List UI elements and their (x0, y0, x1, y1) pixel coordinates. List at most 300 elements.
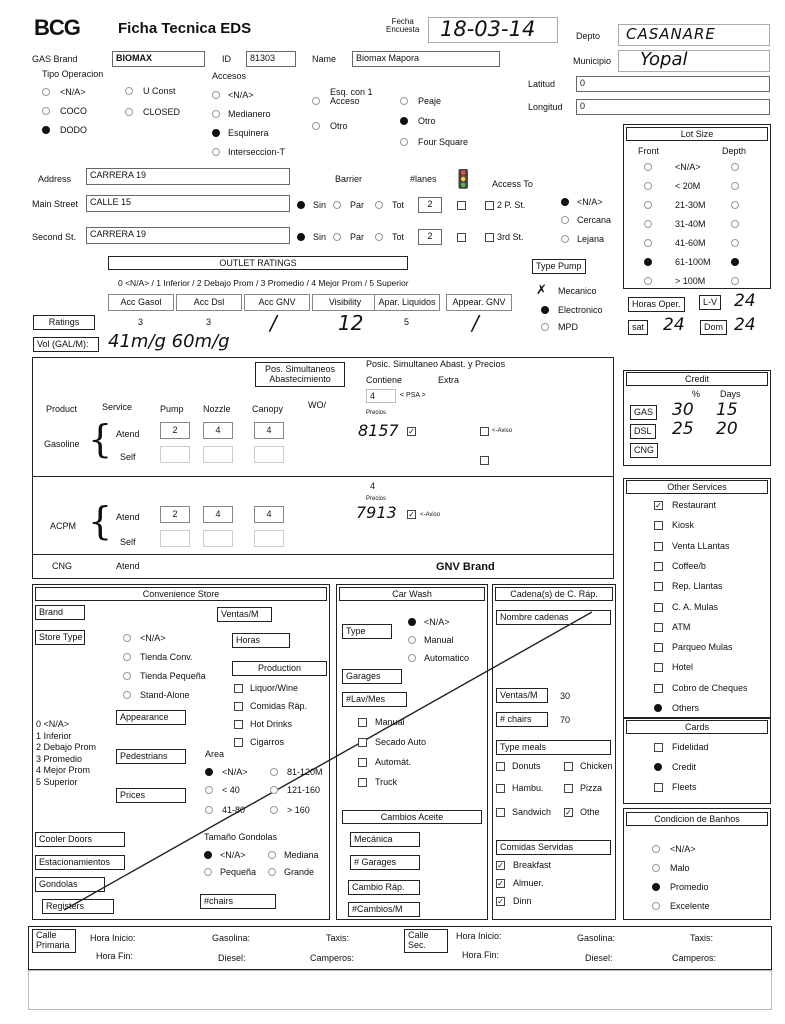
radio-second-sin[interactable] (297, 233, 305, 241)
radio-lot-depth[interactable] (731, 239, 739, 247)
longitud-field[interactable]: 0 (576, 99, 770, 115)
carwash-item-label: Secado Auto (375, 737, 427, 747)
lav-label: #Lav/Mes (342, 692, 407, 707)
area-label: Area (205, 749, 225, 759)
ngarages-label: # Garages (350, 855, 420, 870)
appearance-label: Appearance (116, 710, 186, 725)
other-services-title: Other Services (626, 480, 768, 494)
radio-lot-depth[interactable] (731, 277, 739, 285)
credit-pct-value: 25 (672, 419, 694, 439)
meal-check[interactable] (496, 784, 505, 793)
second-st-field[interactable]: CARRERA 19 (86, 227, 290, 244)
id-label: ID (222, 54, 231, 64)
comidas-label: Breakfast (513, 860, 552, 870)
outlet-legend: 0 <N/A> / 1 Inferior / 2 Debajo Prom / 3 Promedio / 4 Mejor Prom / 5 Superior (118, 278, 409, 288)
comidas-check[interactable]: ✓ (497, 879, 504, 888)
outlet-rating-value: / (472, 311, 479, 335)
acpm-price: 7913 (356, 503, 397, 522)
second-st-label: Second St. (32, 232, 77, 242)
service-label: Rep. Llantas (672, 581, 723, 592)
ratings-label: Ratings (33, 315, 95, 330)
credit-kind: GAS (630, 405, 657, 420)
meal-label: Donuts (512, 761, 541, 771)
radio-lot-depth[interactable] (731, 220, 739, 228)
diesel-2: Diesel: (585, 953, 613, 963)
scale-label: 1 Inferior (36, 730, 72, 741)
cambio-rap-label: Cambio Ráp. (348, 880, 420, 895)
depto-value: CASANARE (626, 25, 716, 43)
meal-check[interactable]: ✓ (565, 808, 572, 817)
lot-size-option: < 20M (675, 181, 701, 191)
store-chairs-label: #chairs (200, 894, 276, 909)
banos-label: Malo (670, 863, 690, 873)
tam-label: Grande (284, 867, 315, 877)
carwash-item-check[interactable] (358, 738, 367, 747)
acpm-label: ACPM (50, 521, 77, 531)
type-pump-title: Type Pump (532, 259, 586, 274)
area-radio[interactable] (270, 786, 278, 794)
service-radio[interactable] (654, 704, 662, 712)
vol-label: Vol (GAL/M): (33, 337, 99, 352)
acceso-medianero-label: Medianero (228, 109, 271, 119)
area-label: < 40 (222, 785, 240, 795)
gas-price-check[interactable]: ✓ (408, 427, 415, 436)
main-street-label: Main Street (32, 199, 79, 209)
production-check[interactable] (234, 720, 243, 729)
main-lanes-field[interactable]: 2 (418, 197, 442, 213)
acpm-self-label: Self (120, 537, 136, 547)
calle-primaria-label: Calle Primaria (32, 929, 76, 953)
hdr-product: Product (46, 404, 78, 414)
taxis-2: Taxis: (690, 933, 714, 943)
credit-days: Days (720, 389, 741, 399)
hora-inicio-2: Hora Inicio: (456, 931, 502, 941)
production-check[interactable] (234, 738, 243, 747)
service-label: Others (672, 703, 700, 713)
horas-oper-label: Horas Oper. (628, 297, 685, 312)
gas-atend-label: Atend (116, 429, 140, 439)
gasoline-label: Gasoline (44, 439, 80, 449)
store-type-label: Tienda Pequeña (140, 671, 206, 681)
acceso-esquinera-label: Esquinera (228, 128, 269, 138)
prices-label: Prices (116, 788, 186, 803)
carwash-type-label: <N/A> (424, 617, 450, 627)
tam-radio[interactable] (204, 868, 212, 876)
barrier-label: Barrier (335, 174, 363, 184)
acpm-price-check[interactable]: ✓ (408, 510, 415, 519)
meal-label: Sandwich (512, 807, 552, 817)
form-title: Ficha Tecnica EDS (118, 20, 252, 37)
mecanica-label: Mecánica (350, 832, 420, 847)
acceso-peaje-label: Peaje (418, 96, 442, 106)
acpm-atend-label: Atend (116, 512, 140, 522)
access-cercana-label: Cercana (577, 215, 612, 225)
area-radio[interactable] (205, 768, 213, 776)
production-check[interactable] (234, 702, 243, 711)
radio-lot-depth[interactable] (731, 201, 739, 209)
tipo-operacion-title: Tipo Operacion (42, 69, 104, 79)
main-street-field[interactable]: CALLE 15 (86, 195, 290, 212)
scale-label: 3 Promedio (36, 753, 83, 764)
comidas-label: Dinn (513, 896, 532, 906)
lv-label: L-V (699, 295, 721, 310)
tam-gondolas-label: Tamaño Gondolas (204, 832, 278, 842)
cad-chairs-label: # chairs (496, 712, 548, 727)
outlet-rating-value: 3 (206, 317, 212, 327)
radio-lot-front[interactable] (644, 239, 652, 247)
acpm-self-cell[interactable] (203, 530, 233, 547)
cadenas-title: Cadena(s) de C. Ráp. (495, 587, 613, 601)
cng-label: CNG (52, 561, 72, 571)
main-check-b[interactable] (485, 201, 494, 210)
pump-mecanico-mark: ✗ (536, 282, 547, 297)
radio-lot-depth[interactable] (731, 258, 739, 266)
service-check[interactable] (654, 643, 663, 652)
outlet-col-header: Visibility (312, 294, 378, 311)
cooler-label: Cooler Doors (35, 832, 125, 847)
type-meals-label: Type meals (496, 740, 611, 755)
outlet-col-header: Acc Dsl (176, 294, 242, 311)
outlet-col-header: Acc GNV (244, 294, 310, 311)
service-label: Cobro de Cheques (672, 682, 748, 693)
access-to-label: Access To (492, 179, 533, 189)
gas-brand-label: GAS Brand (32, 54, 78, 64)
service-label: Hotel (672, 662, 694, 673)
cng-atend-label: Atend (116, 561, 140, 571)
notes-area[interactable] (28, 970, 772, 1010)
carwash-type-label: Automatico (424, 653, 470, 663)
dom-value: 24 (734, 315, 756, 335)
registers-label: Registers (42, 899, 114, 914)
service-label: Kiosk (672, 520, 695, 531)
production-title: Production (232, 661, 327, 676)
gnv-brand-label: GNV Brand (436, 561, 495, 573)
tam-label: Mediana (284, 850, 319, 860)
carwash-type-radio[interactable] (408, 618, 416, 626)
cad-ventas-value: 30 (560, 691, 571, 701)
second-check-b[interactable] (485, 233, 494, 242)
acceso-intersec-label: Interseccion-T (228, 147, 286, 157)
radio-lot-depth[interactable] (731, 182, 739, 190)
banos-title: Condicion de Banhos (626, 812, 768, 826)
area-radio[interactable] (205, 786, 213, 794)
credit-days-value: 15 (716, 400, 738, 420)
hora-fin-2: Hora Fin: (462, 950, 500, 960)
area-label: <N/A> (222, 767, 248, 777)
radio-second-tot[interactable] (375, 233, 383, 241)
acceso-otro1-label: Otro (330, 121, 348, 131)
lot-size-title: Lot Size (626, 127, 768, 141)
gas-self-cell[interactable] (203, 446, 233, 463)
banos-label: Excelente (670, 901, 710, 911)
radio-lot-front[interactable] (644, 201, 652, 209)
acpm-atend-cell[interactable]: 4 (254, 506, 284, 523)
service-check[interactable] (654, 582, 663, 591)
service-check[interactable] (654, 521, 663, 530)
carwash-item-check[interactable] (358, 758, 367, 767)
hdr-canopy: Canopy (252, 404, 284, 414)
service-check[interactable]: ✓ (655, 501, 662, 510)
ncambios-label: #Cambios/M (348, 902, 420, 917)
service-label: Coffee/b (672, 560, 706, 571)
contiene-label: Contiene (366, 375, 403, 385)
banos-radio[interactable] (652, 845, 660, 853)
scale-label: 2 Debajo Prom (36, 742, 97, 752)
acceso-otro2-label: Otro (418, 116, 436, 126)
posic-header: Posic. Simultaneo Abast. y Precios (366, 359, 506, 369)
service-check[interactable] (654, 603, 663, 612)
fecha-label: Fecha Encuesta (386, 17, 420, 34)
gas-atend-cell[interactable]: 4 (203, 422, 233, 439)
carwash-type-label: Type (342, 624, 392, 639)
pos-simultaneos-label: Pos. Simultaneos Abastecimiento (255, 362, 345, 387)
radio-main-sin[interactable] (297, 201, 305, 209)
service-check[interactable] (654, 562, 663, 571)
carwash-type-radio[interactable] (408, 654, 416, 662)
id-field[interactable]: 81303 (246, 51, 296, 67)
garages-label: Garages (342, 669, 402, 684)
credit-kind: CNG (630, 443, 658, 458)
acpm-atend-cell[interactable]: 4 (203, 506, 233, 523)
tipo-uconst-label: U Const (143, 86, 176, 96)
radio-lot-front[interactable] (644, 277, 652, 285)
gas-self-cell[interactable] (160, 446, 190, 463)
pump-electronico-label: Electronico (558, 305, 603, 315)
camperos-2: Camperos: (672, 953, 717, 963)
store-type-radio[interactable] (123, 672, 131, 680)
carwash-item-label: Truck (375, 777, 398, 787)
pump-mecanico-label: Mecanico (558, 286, 597, 296)
service-label: Venta LLantas (672, 540, 730, 551)
gas-psa: < PSA > (400, 392, 426, 399)
tam-label: Pequeña (220, 867, 257, 877)
cad-chairs-value: 70 (560, 715, 571, 725)
store-brand-label: Brand (35, 605, 85, 620)
gas-precios-label: Precios (366, 410, 387, 416)
area-radio[interactable] (270, 768, 278, 776)
acpm-atend-cell[interactable]: 2 (160, 506, 190, 523)
service-label: ATM (672, 621, 691, 632)
card-check[interactable] (654, 783, 663, 792)
meal-label: Chicken (580, 761, 613, 771)
area-label: > 160 (287, 805, 310, 815)
acceso-na-label: <N/A> (228, 90, 254, 100)
production-label: Cigarros (250, 737, 285, 747)
calle-sec-label: Calle Sec. (404, 929, 448, 953)
front-label: Front (638, 146, 660, 156)
banos-radio[interactable] (652, 883, 660, 891)
scale-label: 0 <N/A> (36, 719, 70, 729)
lot-size-option: > 100M (675, 276, 706, 286)
credit-title: Credit (626, 372, 768, 386)
radio-main-tot[interactable] (375, 201, 383, 209)
service-label: C. A. Mulas (672, 601, 719, 612)
sin-label: Sin (313, 200, 327, 210)
area-label: 41-80 (222, 805, 246, 815)
radio-lot-front[interactable] (644, 220, 652, 228)
area-label: 81-120M (287, 767, 323, 777)
card-check[interactable] (654, 743, 663, 752)
banos-label: Promedio (670, 882, 709, 892)
estac-label: Estacionamientos (35, 855, 125, 870)
gas-atend-cell[interactable]: 4 (254, 422, 284, 439)
lot-size-option: 21-30M (675, 200, 706, 210)
outlet-col-header: Appear. GNV (446, 294, 512, 311)
fecha-value: 18-03-14 (440, 17, 536, 41)
sat-value: 24 (663, 315, 685, 335)
area-radio[interactable] (205, 806, 213, 814)
acpm-self-cell[interactable] (254, 530, 284, 547)
store-type-radio[interactable] (123, 634, 131, 642)
gas-aviso-label: <-Aviso (492, 428, 513, 434)
radio-lot-depth[interactable] (731, 163, 739, 171)
tot-label: Tot (392, 232, 405, 242)
sin-label: Sin (313, 232, 327, 242)
store-type-label: <N/A> (140, 633, 166, 643)
store-type-radio[interactable] (123, 691, 131, 699)
radio-second-par[interactable] (333, 233, 341, 241)
meal-label: Pizza (580, 783, 603, 793)
carwash-type-label: Manual (424, 635, 454, 645)
card-label: Credit (672, 762, 697, 772)
cad-ventas-label: Ventas/M (496, 688, 548, 703)
carwash-item-check[interactable] (358, 778, 367, 787)
acceso-esq1-label: Esq. con 1 Acceso (330, 87, 373, 106)
store-type-radio[interactable] (123, 653, 131, 661)
area-label: 121-160 (287, 785, 321, 795)
hdr-service: Service (102, 402, 133, 412)
tam-radio[interactable] (204, 851, 212, 859)
comidas-label: Comidas Servidas (496, 840, 611, 855)
tam-label: <N/A> (220, 850, 246, 860)
credit-days-value: 20 (716, 419, 738, 439)
tipo-coco-label: COCO (60, 106, 87, 116)
gas-atend-cell[interactable]: 2 (160, 422, 190, 439)
acceso-foursq-label: Four Square (418, 137, 469, 147)
tipo-dodo-label: DODO (60, 125, 87, 135)
hdr-nozzle: Nozzle (203, 404, 231, 414)
meal-check[interactable] (496, 808, 505, 817)
banos-radio[interactable] (652, 902, 660, 910)
radio-lot-front[interactable] (644, 258, 652, 266)
service-check[interactable] (654, 542, 663, 551)
vol-value: 41m/g 60m/g (108, 331, 230, 352)
credit-kind: DSL (630, 424, 656, 439)
hdr-pump: Pump (160, 404, 184, 414)
extra-label: Extra (438, 375, 460, 385)
cambios-aceite-title: Cambios Aceite (342, 810, 482, 824)
carwash-item-check[interactable] (358, 718, 367, 727)
pedestrians-label: Pedestrians (116, 749, 186, 764)
tam-radio[interactable] (268, 868, 276, 876)
radio-main-par[interactable] (333, 201, 341, 209)
main-check-a[interactable] (457, 201, 466, 210)
second-lanes-field[interactable]: 2 (418, 229, 442, 245)
latitud-label: Latitud (528, 79, 556, 89)
card-radio[interactable] (654, 763, 662, 771)
outlet-rating-value: 3 (138, 317, 144, 327)
address-field[interactable]: CARRERA 19 (86, 168, 290, 185)
municipio-label: Municipio (573, 56, 612, 66)
access-lejana-label: Lejana (577, 234, 605, 244)
radio-lot-front[interactable] (644, 182, 652, 190)
production-label: Liquor/Wine (250, 683, 299, 693)
meal-check[interactable] (496, 762, 505, 771)
credit-pct: % (692, 389, 701, 399)
latitud-field[interactable]: 0 (576, 76, 770, 92)
scale-label: 5 Superior (36, 776, 78, 787)
lot-size-option: <N/A> (675, 162, 701, 172)
carwash-type-radio[interactable] (408, 636, 416, 644)
tam-radio[interactable] (268, 851, 276, 859)
card-label: Fleets (672, 782, 697, 792)
meal-check[interactable] (564, 762, 573, 771)
comidas-check[interactable]: ✓ (497, 861, 504, 870)
dom-label: Dom (700, 320, 727, 335)
gasoline-brace: { (88, 417, 113, 461)
lot-size-option: 31-40M (675, 219, 706, 229)
gas-self-label: Self (120, 452, 136, 462)
banos-radio[interactable] (652, 864, 660, 872)
acpm-contiene: 4 (370, 481, 376, 491)
area-radio[interactable] (270, 806, 278, 814)
gas-self-cell[interactable] (254, 446, 284, 463)
production-check[interactable] (234, 684, 243, 693)
store-horas-label: Horas (232, 633, 290, 648)
address-label: Address (38, 174, 72, 184)
municipio-value: Yopal (640, 49, 688, 70)
depth-label: Depth (722, 146, 747, 156)
tot-label: Tot (392, 200, 405, 210)
lot-size-option: 61-100M (675, 257, 711, 267)
service-label: Restaurant (672, 500, 717, 510)
service-check[interactable] (654, 663, 663, 672)
store-type-label: Stand-Alone (140, 690, 190, 700)
production-label: Comidas Ráp. (250, 701, 308, 711)
service-check[interactable] (654, 623, 663, 632)
second-check-a[interactable] (457, 233, 466, 242)
footer-panel (28, 926, 772, 970)
acpm-precios-label: Precios (366, 496, 387, 502)
lot-size-option: 41-60M (675, 238, 706, 248)
radio-lot-front[interactable] (644, 163, 652, 171)
store-ventas-label: Ventas/M (217, 607, 272, 622)
gas-brand-field[interactable]: BIOMAX (112, 51, 205, 67)
acpm-self-cell[interactable] (160, 530, 190, 547)
pump-mpd-label: MPD (558, 322, 578, 332)
outlet-rating-value: / (270, 311, 277, 335)
name-field[interactable]: Biomax Mapora (352, 51, 500, 67)
service-check[interactable] (654, 684, 663, 693)
comidas-check[interactable]: ✓ (497, 897, 504, 906)
store-title: Convenience Store (35, 587, 327, 601)
nombre-cadenas-label: Nombre cadenas (496, 610, 611, 625)
meal-check[interactable] (564, 784, 573, 793)
name-label: Name (312, 54, 337, 64)
carwash-item-label: Manual (375, 717, 405, 727)
meal-label: Hambu. (512, 783, 544, 793)
production-label: Hot Drinks (250, 719, 293, 729)
gasolina-2: Gasolina: (577, 933, 616, 943)
gas-contiene-field[interactable]: 4 (366, 389, 396, 403)
outlet-ratings-title: OUTLET RATINGS (108, 256, 408, 270)
meal-label: Othe (580, 807, 600, 817)
hora-inicio-1: Hora Inicio: (90, 933, 136, 943)
tipo-closed-label: CLOSED (143, 107, 181, 117)
hdr-wo: WO/ (308, 400, 326, 410)
gondolas-label: Gondolas (35, 877, 105, 892)
main-st-label: 2 P. St. (497, 200, 526, 210)
